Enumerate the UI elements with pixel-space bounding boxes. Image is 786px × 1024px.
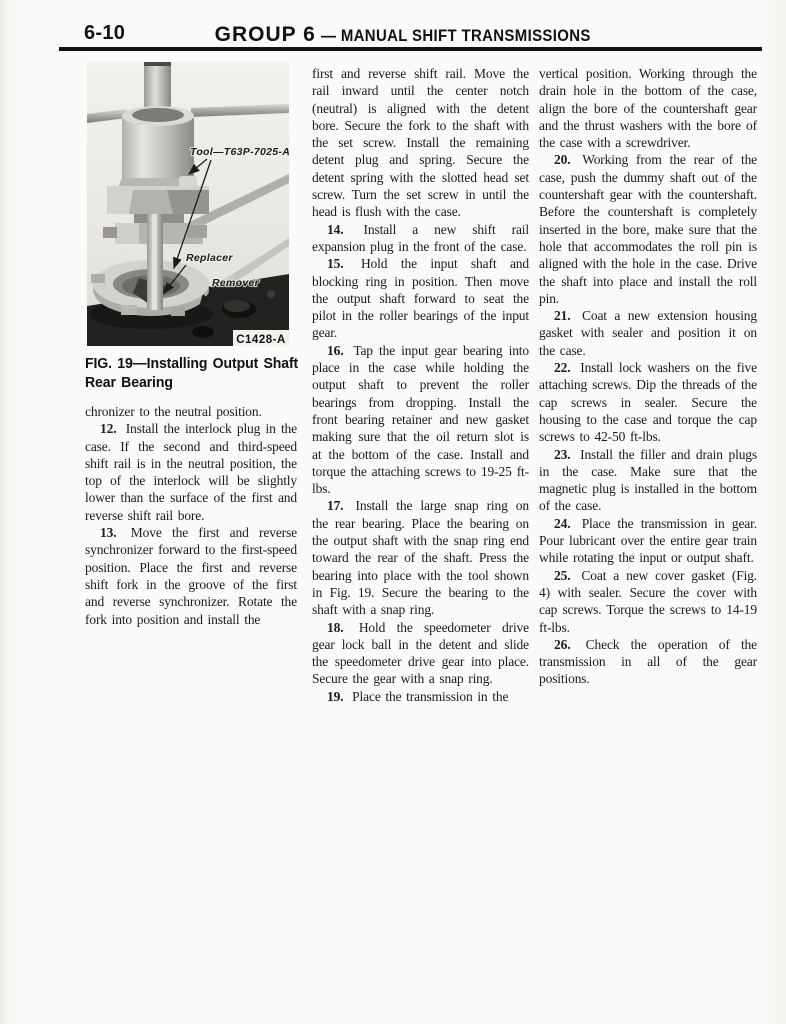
procedure-paragraph: 14. Install a new shift rail expansion plug in the front of the case. <box>312 221 529 254</box>
flange-nub <box>179 176 197 187</box>
column-right <box>539 65 757 688</box>
procedure-paragraph: 12. Install the interlock plug in the case. If the second and third-speed shift rail is in the neutral position, the top of the interlock will be slightly lower than the surface of the first and reverse shift rail bore. <box>85 421 297 523</box>
tool-label: Tool—T63P-7025-A <box>190 146 289 158</box>
collar-lug-left <box>91 274 105 283</box>
procedure-paragraph: 20. Working from the rear of the case, push the dummy shaft out of the countershaft gear with the countershaft. Before the countershaft is completely inserted in the bore, make sure that the hole that accommodates the roll pin is aligned with the hole in the case. Drive the shaft into place and install the roll pin. <box>539 152 758 306</box>
replacer-label: Replacer <box>186 252 233 264</box>
tool-cylinder-bore <box>132 108 184 122</box>
procedure-paragraph: 24. Place the transmission in gear. Pour lubricant over the entire gear train while rotating the input or output shaft. <box>539 515 757 566</box>
collar-lug-bottom <box>121 305 137 315</box>
page-title <box>56 23 786 47</box>
procedure-paragraph: first and reverse shift rail. Move the rail inward until the center notch (neutral) is aligned with the detent bore. Secure the fork to the shaft with the set screw. Install the remaining detent plug and spring. Secure the detent spring with the slotted head set screw. Turn the set screw in until the head is flush with the case. <box>312 66 529 220</box>
procedure-paragraph: 25. Coat a new cover gasket (Fig. 4) with sealer. Secure the cover with cap screws. Torque the screws to 14-19 ft-lbs. <box>539 567 757 635</box>
column-middle <box>312 65 529 705</box>
page-title-group: GROUP 6 <box>214 23 316 46</box>
procedure-paragraph: 26. Check the operation of the transmission in all of the gear positions. <box>539 636 757 687</box>
remover-label: Remover <box>212 277 260 289</box>
step-number: 13. <box>100 525 117 541</box>
case-hole-rim <box>224 300 250 312</box>
clamp-bolt-left <box>103 227 117 238</box>
procedure-paragraph: 13. Move the first and reverse synchronizer forward to the first-speed position. Place the first and reverse shift fork in the groove of the first and reverse synchronizer. Rotate the fork into position and install the <box>85 525 297 627</box>
page-title-rest: — MANUAL SHIFT TRANSMISSIONS <box>320 26 591 45</box>
flange-facet-light <box>107 190 133 214</box>
procedure-paragraph: chronizer to the neutral position. <box>85 404 262 419</box>
clamp-face <box>115 223 139 244</box>
case-hole-small <box>192 326 214 338</box>
page-number: 6-10 <box>84 22 126 44</box>
step-number: 26. <box>554 636 571 652</box>
figure-19 <box>87 62 289 346</box>
step-number: 24. <box>554 515 571 531</box>
case-bolt <box>267 290 275 298</box>
step-number: 12. <box>100 421 117 437</box>
step-number: 22. <box>554 360 571 376</box>
step-number: 25. <box>554 567 571 583</box>
flange-facet-dark <box>167 190 209 214</box>
step-number: 19. <box>327 688 344 704</box>
step-number: 21. <box>554 308 571 324</box>
step-number: 23. <box>554 446 571 462</box>
header-rule <box>59 47 762 51</box>
procedure-paragraph: 21. Coat a new extension housing gasket with sealer and position it on the case. <box>539 308 757 358</box>
step-number: 20. <box>554 152 571 168</box>
procedure-paragraph: 16. Tap the input gear bearing into place in the case while holding the output shaft to prevent the roller bearings from dropping. Install the front bearing retainer and new gasket making sure that the oil return slot is at the bottom of the case. Install and torque the attaching screws to 19-25 ft-lbs. <box>312 342 529 497</box>
step-number: 18. <box>327 619 344 635</box>
collar-lug-right <box>171 307 185 316</box>
step-number: 17. <box>327 498 344 514</box>
column-left-text <box>85 403 297 628</box>
photo-code: C1428-A <box>236 334 286 346</box>
procedure-paragraph: 17. Install the large snap ring on the rear bearing. Place the bearing on the output shaft with the snap ring end toward the rear of the shaft. Press the bearing into place with the tool shown in Fig. 19. Secure the bearing to the shaft with a snap ring. <box>312 498 529 618</box>
step-number: 15. <box>327 256 344 272</box>
figure-caption-line1: FIG. 19—Installing Output Shaft <box>85 356 299 372</box>
tool-stem-top <box>144 62 171 66</box>
procedure-paragraph: 15. Hold the input shaft and blocking ring in position. Then move the output shaft forward to seat the pilot in the roller bearings of the input gear. <box>312 256 529 341</box>
clamp-bolt-right <box>187 225 207 238</box>
output-shaft-highlight <box>152 214 157 310</box>
procedure-paragraph: 22. Install lock washers on the five attaching screws. Dip the threads of the cap screws in sealer. Secure the housing to the case and torque the cap screws to 42-50 ft-lbs. <box>539 360 757 445</box>
procedure-paragraph: 18. Hold the speedometer drive gear lock ball in the detent and slide the speedometer drive gear into place. Secure the gear with a snap ring. <box>312 619 529 687</box>
figure-photo <box>87 62 289 346</box>
step-number: 14. <box>327 221 344 237</box>
procedure-paragraph: vertical position. Working through the drain hole in the bottom of the case, align the bore of the countershaft gear and the thrust washers with the bore of the case with a screwdriver. <box>539 66 757 151</box>
column-left <box>85 62 297 628</box>
procedure-paragraph: 23. Install the filler and drain plugs in the case. Make sure that the magnetic plug is installed in the bottom of the case. <box>539 446 758 514</box>
procedure-paragraph: 19. Place the transmission in the <box>327 688 509 704</box>
figure-caption-line2: Rear Bearing <box>85 375 173 391</box>
figure-caption <box>85 355 299 393</box>
step-number: 16. <box>327 342 344 358</box>
